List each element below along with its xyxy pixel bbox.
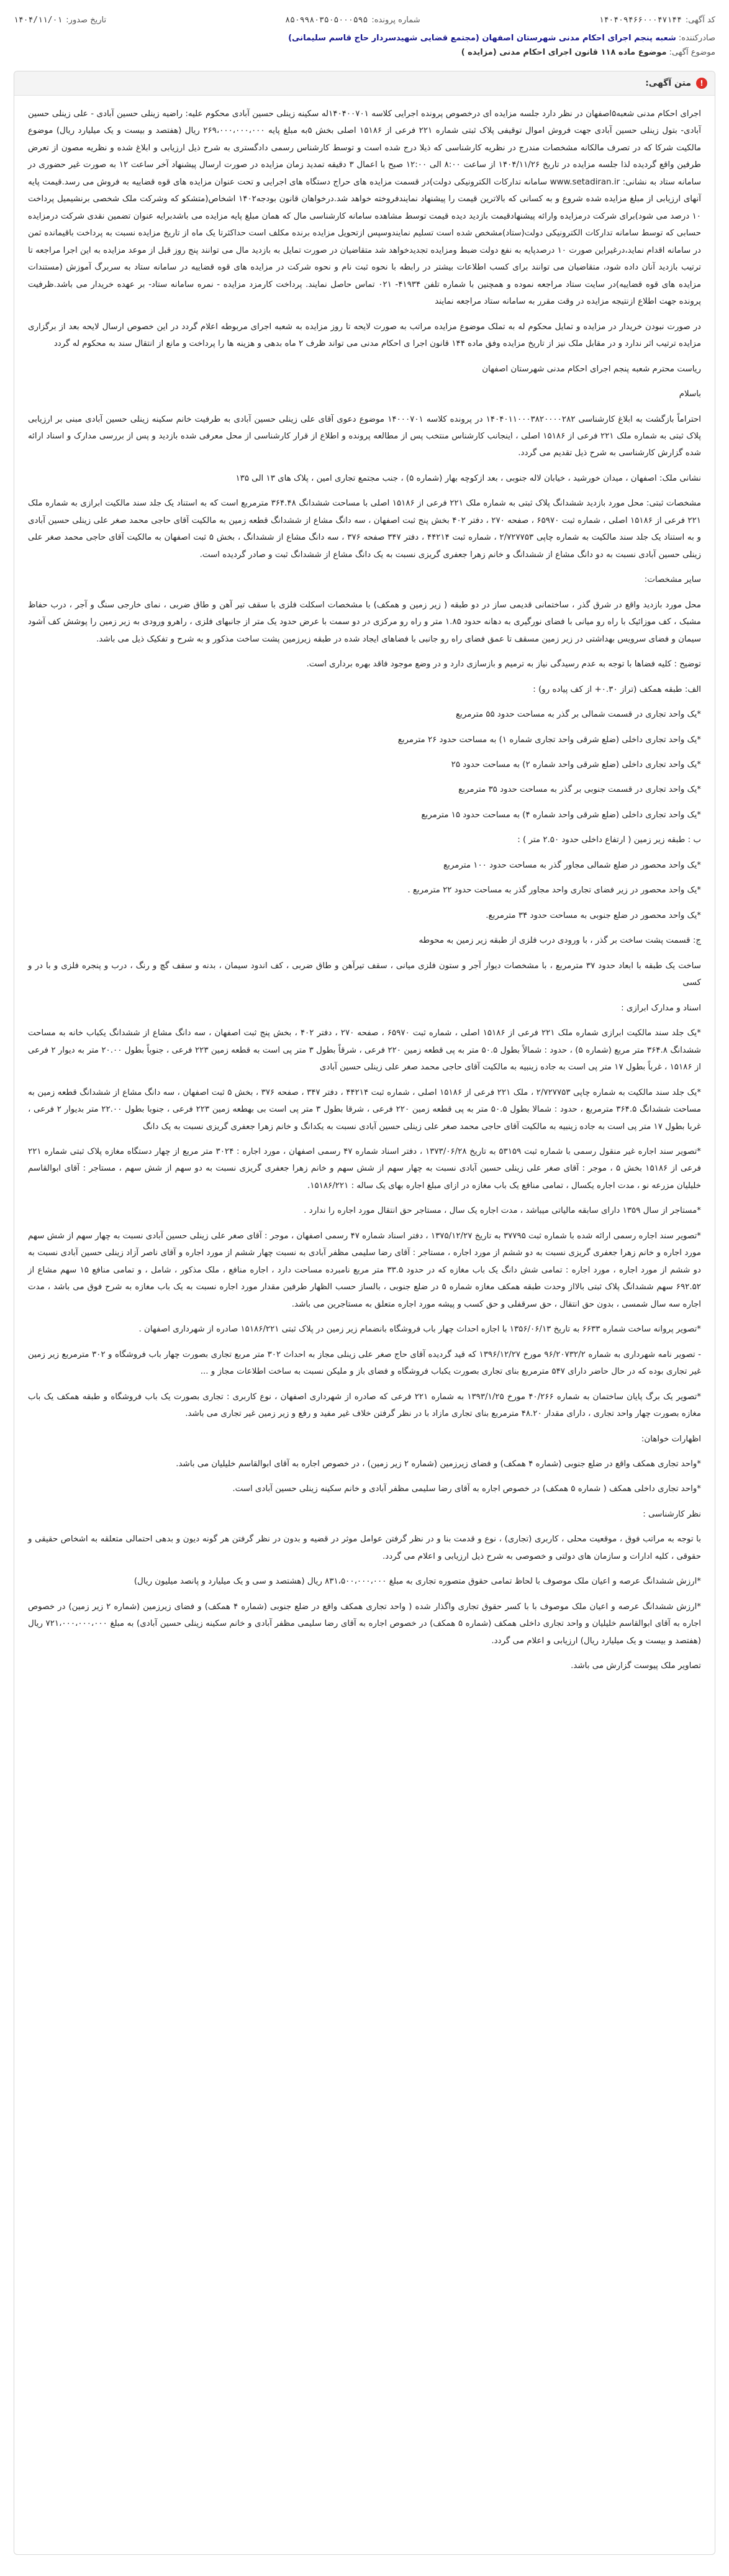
body-paragraph: مشخصات ثبتی: محل مورد بازدید ششدانگ پلاک ثبتی به شماره ملک ۲۲۱ فرعی از ۱۵۱۸۶ اصلی با مساحت ششدانگ ۳۶۴.۴۸ مترمربع است که به استناد یک جلد سند مالکیت ابرازی به شماره ملک ۲۲۱ فرعی از ۱۵۱۸۶ اصلی ، شماره ثبت ۶۵۹۷۰ ، صفحه ۲۷۰ ، دفتر ۴۰۲ بخش پنج ثبت اصفهان ، سه دانگ مشاع از ششدانگ قطعه زمین به مالکیت آقای حاجی محمد صغر علی زینلی حسین آبادی و به استناد یک جلد سند مالکیت به شماره چاپی ۲/۷۲۷۷۵۳ ، شماره ثبت ۴۴۲۱۴ ، دفتر ۳۴۷ صفحه ۳۷۶ ، سه دانگ مشاع از ششدانگ ، بخش ۵ ثبت اصفهان به مالکیت آقای حاجی محمد صغر علی زینلی حسین آبادی نسبت به دو دانگ مشاع از ششدانگ و خانم زهرا جعفری گریزی نسبت به یک دانگ مشاع از ششدانگ ثبت و صادر گردیده است. [28,499,701,560]
body-paragraph: اظهارات خواهان: [641,1434,701,1444]
body-paragraph: محل مورد بازدید واقع در شرق گذر ، ساختمانی قدیمی ساز در دو طبقه ( زیر زمین و همکف) با مشخصات اسکلت فلزی با سقف تیر آهن و طاق ضربی ، نمای خارجی سنگ و آجر ، درب حفاظ مشبک ، کف موزائیک با راه رو میانی با فضای نورگیری به دهانه حدود ۱.۸۵ متر و راه رو مرکزی در دو سمت با عرض حدود یک متر از جانبهای فلزی ، راهرو ورودی به زیر زمین را پوشش کف آشود سیمان و فضای سرویس بهداشتی در زیر زمین مسقف تا عمق فضای راه رو جانبی با فضاهای ایجاد شده در طبقه زیرزمین پشت ساخت مذکور و به شرح و تفکیک ذیل می باشد. [28,600,701,644]
issuer-value: شعبه پنجم اجرای احکام مدنی شهرستان اصفهان (مجتمع قضایی شهیدسردار حاج قاسم سلیمانی) [288,34,676,43]
case-number-value: ۸۵۰۹۹۸۰۳۵۰۵۰۰۰۵۹۵ [285,15,368,25]
case-number-label: شماره پرونده: [371,15,420,25]
subject-label: موضوع آگهی: [669,48,715,57]
body-paragraph: سایر مشخصات: [644,575,701,585]
body-paragraph: *یک واحد تجاری داخلی (ضلع شرقی واحد تجاری شماره ۱) به مساحت حدود ۲۶ مترمربع [397,735,701,745]
issue-date-label: تاریخ صدور: [66,15,107,25]
case-number [285,16,420,25]
body-paragraph: *یک واحد تجاری در قسمت شمالی بر گذر به مساحت حدود ۵۵ مترمربع [456,710,701,720]
body-paragraph: - تصویر نامه شهرداری به شماره ۹۶/۲۰۷۳۲/۲ مورخ ۱۳۹۶/۱۲/۲۷ که قید گردیده آقای حاج صغر علی زینلی مجاز به احداث ۳۰۲ متر مربع تجاری بصورت چهار باب فروشگاه و ۳۰۲ مترمربع زیر زمین غیر تجاری بوده که در حال حاضر دارای ۵۴۷ مترمربع بنای تجاری بصورت یکباب فروشگاه و فضای باز و ملیکن نسبت به ساخت اطلاعات مجاز و ... [28,1349,701,1377]
body-paragraph: باسلام [679,389,701,399]
body-paragraph: ب : طبقه زیر زمین ( ارتفاع داخلی حدود ۲.۵۰ متر ) : [517,835,701,845]
notice-text-card [14,71,715,2555]
body-paragraph: *یک واحد تجاری داخلی (ضلع شرقی واحد شماره ۲) به مساحت حدود ۲۵ [451,760,701,769]
body-paragraph: احتراماً بازگشت به ابلاغ کارشناسی ۱۴۰۴۰۱۱۰۰۰۳۸۲۰۰۰۰۲۸۲ در پرونده کلاسه ۱۴۰۰۰۷۰۱ موضوع دعوی آقای علی زینلی حسین آبادی به طرفیت خانم سکینه زینلی حسین آبادی مبنی بر ارزیابی پلاک ثبتی به شماره ملک ۲۲۱ فرعی از ۱۵۱۸۶ اصلی ، اینجانب کارشناس منتخب پس از مطالعه پرونده و اطلاع از قرار کارشناسی از محل معرفی شده بازدید و پس از بررسی مدارک و اسناد ارائه شده گزارش کارشناسی به شرح ذیل تقدیم می گردد. [28,414,701,458]
body-paragraph: اسناد و مدارک ابرازی : [621,1003,701,1013]
notice-subject [14,48,715,57]
issue-date-value: ۱۴۰۴/۱۱/۰۱ [14,15,63,25]
body-paragraph: نظر کارشناسی : [643,1509,701,1519]
body-paragraph: ریاست محترم شعبه پنجم اجرای احکام مدنی شهرستان اصفهان [482,364,701,374]
body-paragraph: تصاویر ملک پیوست گزارش می باشد. [571,1661,701,1671]
body-paragraph: *یک واحد تجاری در قسمت جنوبی بر گذر به مساحت حدود ۳۵ مترمربع [458,785,701,795]
notice-text-header [14,71,715,96]
body-paragraph: *یک واحد محصور در زیر فضای تجاری واحد مجاور گذر به مساحت حدود ۲۲ مترمربع . [407,886,701,896]
body-paragraph: *یک واحد محصور در ضلع شمالی مجاور گذر به مساحت حدود ۱۰۰ مترمربع [443,860,701,870]
body-paragraph: *مستاجر از سال ۱۳۵۹ دارای سابقه مالیاتی میباشد ، مدت اجاره یک سال ، مستاجر حق انتقال مورد اجاره را ندارد . [304,1206,701,1216]
body-paragraph: *تصویر سند اجاره غیر منقول رسمی با شماره ثبت ۵۳۱۵۹ به تاریخ ۱۳۷۳/۰۶/۲۸ ، دفتر اسناد شماره ۴۷ رسمی اصفهان ، مورد اجاره : ۳۰۲۴ متر مربع از چهار دستگاه مغازه پلاک ثبتی شماره ۲۲۱ فرعی از ۱۵۱۸۶ بخش ۵ ، موجر : آقای صغر علی زینلی حسین آبادی نسبت به چهار سهم از شش سهم و خانم زهرا جعفری گریزی نسبت به دو سهم از شش سهم ، مستاجر : آقای ابوالقاسم خلیلیان مزرعه نو ، مدت اجاره یکسال ، تمامی منافع یک باب مغازه در ازای مبلغ اجاره بهای یک ساله : ۱۵۱۸۶/۲۲۱. [28,1146,701,1190]
notice-text-body [14,96,715,1675]
body-paragraph: *یک واحد محصور در ضلع جنوبی به مساحت حدود ۳۴ مترمربع. [486,910,701,920]
subject-value: موضوع ماده ۱۱۸ قانون اجرای احکام مدنی (مزایده ) [461,48,667,57]
body-paragraph: *تصویر سند اجاره رسمی ارائه شده با شماره ثبت ۳۷۷۹۵ به تاریخ ۱۳۷۵/۱۲/۲۷ ، دفتر اسناد شماره ۴۷ رسمی اصفهان ، موجر : آقای صغر علی زینلی حسین آبادی نسبت به چهار سهم از شش سهم مورد اجاره و خانم زهرا جعفری گریزی نسبت به دو ششم از مورد اجاره ، مستاجر : آقای رضا سلیمی مظفر آبادی به نسبت چهار ششم از مورد اجاره و آقای ناصر آزاد زینلی حسین آبادی نسبت به دو ششم از مورد اجاره ، مورد اجاره : تمامی شش دانگ یک باب مغازه که در حدود ۳۳.۵ متر مربع نامبرده مساحت دارد ، اجاره منافع ، ملک مذکور ، شامل ، و تمامی منافع ۱۵ سهم مشاع از ۶۹۲.۵۲ سهم ششدانگ پلاک ثبتی بالااز وحدت طبقه همکف مغازه شماره ۵ در ضلع جنوبی ، بالساز حسب الظهار طرفین مقدار مورد اجاره نسبت به یک باب مغازه به شرح فوق می باشد ، مدت اجاره سه سال شمسی ، بدون حق انتقال ، حق سرقفلی و حق کسب و پیشه مورد اجاره متعلق به مستاجرین می باشد. [28,1231,701,1309]
body-paragraph: با توجه به مراتب فوق ، موقعیت محلی ، کاربری (تجاری) ، نوع و قدمت بنا و در نظر گرفتن عوامل موثر در قضیه و بدون در نظر گرفتن هر گونه دیون و بدهی احتمالی متعلقه به اشخاص حقیقی و حقوقی ، کلیه ادارات و سازمان های دولتی و خصوصی به شرح ذیل ارزیابی و اعلام می گردد. [28,1535,701,1561]
body-paragraph: اجرای احکام مدنی شعبه۵اصفهان در نظر دارد جلسه مزایده ای درخصوص پرونده اجرایی کلاسه ۱۴۰۴۰۰۷۰۱له سکینه زینلی حسین آبادی محکوم علیه: راضیه زینلی حسین آبادی - علی زینلی حسین آبادی- بتول زینلی حسین آبادی جهت فروش اموال توقیفی پلاک ثبتی شماره ۲۲۱ فرعی از ۱۵۱۸۶ اصلی بخش ۵به مبلغ پایه ۲۶۹،۰۰۰،۰۰۰،۰۰۰ ریال (هفتصد و بیست و یک میلیارد ریال) موضوع مالکیت شرکا که در تصرف مالکانه مشخصات مندرج در نظریه کارشناسی که ذیلا درج شده است و توسط کارشناس رسمی دادگستری به شرح ذیل ارزیابی و ابلاغ شده و نظریه مصون از تعرض طرفین واقع گردیده لذا جلسه مزایده در تاریخ ۱۴۰۴/۱۱/۲۶ از ساعت ۸:۰۰ الی ۱۲:۰۰ صبح با اعمال ۳ دقیقه تمدید زمان مزایده در صورت ارسال پیشنهاد آخر ساعت ۱۲ به صورت غیر حضوری در سامانه ستاد به نشانی: www.setadiran.ir سامانه تدارکات الکترونیکی دولت)در قسمت مزایده های حراج دستگاه های اجرایی و تحت عنوان مزایده های قوه قضاییه به فروش می رسد.قیمت پایه آنهای ارزیابی از مبلغ مزایده شده شروع و به کسانی که بالاترین قیمت را پیشنهاد نمایندفروخته خواهد شد.درخواهان قانون بودجه۱۴۰۲ اشخاص(متشکو که وشرکت ملک شخصی برنشیمیل پرداخت ۱۰ درصد می شود)برای شرکت درمزایده وارائه پیشنهادقیمت بازدید دیده قیمت توسط مشاهده سامانه کارشناسی مال که همان مبلغ پایه مزایده می باشدبرایه عنوان تضمین نقدی شرکت درمزایده حسابی که توسط سامانه تدارکات الکترونیکی دولت(ستاد)مشخص شده است تسلیم نمایندوسپس ازتحویل مزایده برنده مکلف است حداکثرتا یک ماه از تاریخ مزایده نسبت به پرداخت باقیمانده ثمن در سامانه اقدام نماید،درغیراین صورت ۱۰ درصدپایه به نفع دولت ضبط ومزایده تجدیدخواهد شد متقاضیان در صورت تمایل به بازدید مال می توانند پنج روز قبل از موعد مزایده به این اجرا مراجعه تا ترتیب بازدید آنان داده شود، متقاضیان می توانند برای کسب اطلاعات بیشتر در رابطه با نحوه ثبت نام و نحوه شرکت در مزایده های قوه قضاییه در سامانه ستاد به سربرگ آموزش (مستندات مزایده های قوه قضاییه)در سایت ستاد مراجعه نموده و همچنین با شماره تلفن ۴۱۹۳۴- ۰۲۱ تماس حاصل نمایند. پرداخت کارمزد مزایده - نمره سامانه ستاد- بر عهده خریدار می باشد.ظرفیت پرونده جهت اطلاع ازنتیجه مزایده در وقت مقرر به سامانه ستاد مراجعه نمایند [28,109,702,307]
body-paragraph: ج: قسمت پشت ساخت بر گذر ، با ورودی درب فلزی از طبقه زیر زمین به محوطه [419,936,701,946]
notice-meta [14,11,715,29]
notice-text-title: متن آگهی: [645,78,691,88]
body-paragraph: *ارزش ششدانگ عرصه و اعیان ملک موصوف با لحاظ تمامی حقوق متصوره تجاری به مبلغ ۸۳۱،۵۰۰،۰۰۰،۰۰۰ ریال (هشتصد و سی و یک میلیارد و پانصد میلیون ریال) [134,1577,701,1587]
ticket-code-value: ۱۴۰۴۰۹۴۶۶۰۰۰۴۷۱۴۴ [599,15,682,25]
body-paragraph: ساخت یک طبقه با ابعاد حدود ۳۷ مترمربع ، با مشخصات دیوار آجر و ستون فلزی میانی ، سقف تیرآهن و طاق ضربی ، کف اندود سیمان ، بدنه و سقف گچ و رنگ ، درب و پنجره فلزی و با در و کسی [28,961,701,988]
issuer-label: صادرکننده: [678,34,715,43]
body-paragraph: توضیح : کلیه فضاها با توجه به عدم رسیدگی نیاز به ترمیم و بازسازی دارد و در وضع موجود فاقد بهره برداری است. [306,660,701,669]
body-paragraph: *تصویر یک برگ پایان ساختمان به شماره ۴۰/۲۶۶ مورخ ۱۳۹۳/۱/۲۵ به شماره ۲۲۱ فرعی که صادره از شهرداری اصفهان ، نوع کاربری : تجاری بصورت یک باب فروشگاه و طبقه همکف یک باب مغازه بصورت چهار واحد تجاری ، دارای مقدار ۴۸.۲۰ مترمربع بنای تجاری مازاد با در نظر گرفتن خلاف غیر مفید و رفع و زیر زمین غیر تجاری می باشد. [28,1392,702,1419]
issue-date [14,16,106,25]
ticket-code [599,16,715,25]
ticket-code-label: کد آگهی: [685,15,715,25]
body-paragraph: نشانی ملک: اصفهان ، میدان خورشید ، خیابان لاله جنوبی ، بعد ازکوچه بهار (شماره ۵) ، جنب مجتمع تجاری امین ، پلاک های ۱۳ الی ۱۳۵ [235,473,701,483]
body-paragraph: *ارزش ششدانگ عرصه و اعیان ملک موصوف با با کسر حقوق تجاری واگذار شده ( واحد تجاری همکف واقع در ضلع جنوبی (شماره ۴ همکف) و فضای زیرزمین (شماره ۲ زیر زمین) در خصوص اجاره به آقای ابوالقاسم خلیلیان و واحد تجاری داخلی همکف (شماره ۵ همکف) در خصوص اجاره به آقای رضا سلیمی مظفر آبادی و خانم سکینه زینلی حسین آبادی) به مبلغ ۷۲۱،۰۰۰،۰۰۰،۰۰۰ ریال (هفتصد و بیست و یک میلیارد ریال) ارزیابی و اعلام می گردد. [28,1602,701,1646]
body-paragraph: الف: طبقه همکف (تراز ۰.۳۰+ از کف پیاده رو) : [533,684,701,694]
body-paragraph: در صورت نبودن خریدار در مزایده و تمایل محکوم له به تملک موضوع مزایده مراتب به صورت لایحه تا روز مزایده به شعبه اجرای مربوطه اعلام گردد در این خصوص ارسال لایحه بعد از برگزاری مزایده ترتیب اثر ندارد و در مقابل ملک نیز از تاریخ مزایده وفق ماده ۱۴۴ قانون اجرا ی احکام مدنی می تواند ظرف ۲ ماه بدهی و هزینه ها را پرداخت و مانع از انتقال سند به محکوم له گردد [28,322,701,349]
body-paragraph: *تصویر پروانه ساخت شماره ۶۶۳۳ به تاریخ ۱۳۵۶/۰۶/۱۳ با اجازه احداث چهار باب فروشگاه بانضمام زیر زمین در پلاک ثبتی ۱۵۱۸۶/۲۲۱ صادره از شهرداری اصفهان . [138,1325,701,1335]
body-paragraph: *یک جلد سند مالکیت ابرازی شماره ملک ۲۲۱ فرعی از ۱۵۱۸۶ اصلی ، شماره ثبت ۶۵۹۷۰ ، صفحه ۲۷۰ ، دفتر ۴۰۲ ، بخش پنج ثبت اصفهان ، سه دانگ مشاع از ششدانگ یکباب خانه به مساحت ششدانگ ۳۶۴.۸ متر مربع (شماره ۵) ، حدود : شمالاً بطول ۵۰.۵ متر به پی قطعه زمین ۲۲۰ فرعی ، شرقاً بطول ۳ متر پی است به قطعه زمین ۲۲۳ فرعی ، جنوباً بطول ۲۰.۰۰ متر به دیوار ۲ فرعی از ۱۵۱۸۶ ، غرباً بطول ۱۷ متر پی است به جاده زینبیه به مالکیت آقای حاجی محمد صغر علی زینلی حسین آبادی [28,1028,702,1073]
body-paragraph: *یک جلد سند مالکیت به شماره چاپی ۲/۷۲۷۷۵۳ ، ملک ۲۲۱ فرعی از ۱۵۱۸۶ اصلی ، شماره ثبت ۴۴۲۱۴ ، دفتر ۳۴۷ ، صفحه ۳۷۶ ، بخش ۵ ثبت اصفهان ، سه دانگ مشاع از ششدانگ قطعه زمین به مساحت ششدانگ ۳۶۴.۵ مترمربع ، حدود : شمالا بطول ۵۰.۵ متر به پی قطعه زمین ۲۲۰ فرعی ، شرقا بطول ۳ متر پی است بی بهطعه زمین ۲۲۳ فرعی ، جنوبا بطول ۲۲.۰۰ متر بدیوار ۲ فرعی ، غربا بطول ۱۷ متر پی است به جاده زینبیه به مالکیت آقای حاجی محمد صغر علی زینلی حسین آبادی نسبت به یکدانگ و خانم زهرا جعفری گریزی نسبت به یک دانگ [28,1087,702,1132]
body-paragraph: *واحد تجاری داخلی همکف ( شماره ۵ همکف) در خصوص اجاره به آقای رضا سلیمی مظفر آبادی و خانم سکینه زینلی حسین آبادی است. [232,1484,701,1494]
issuer [14,34,715,43]
body-paragraph: *یک واحد تجاری داخلی (ضلع شرقی واحد شماره ۴) به مساحت حدود ۱۵ مترمربع [421,810,701,820]
alert-icon: ! [696,78,707,89]
body-paragraph: *واحد تجاری همکف واقع در ضلع جنوبی (شماره ۴ همکف) و فضای زیرزمین (شماره ۲ زیر زمین) ، در خصوص اجاره به آقای ابوالقاسم خلیلیان می باشد. [176,1459,701,1469]
